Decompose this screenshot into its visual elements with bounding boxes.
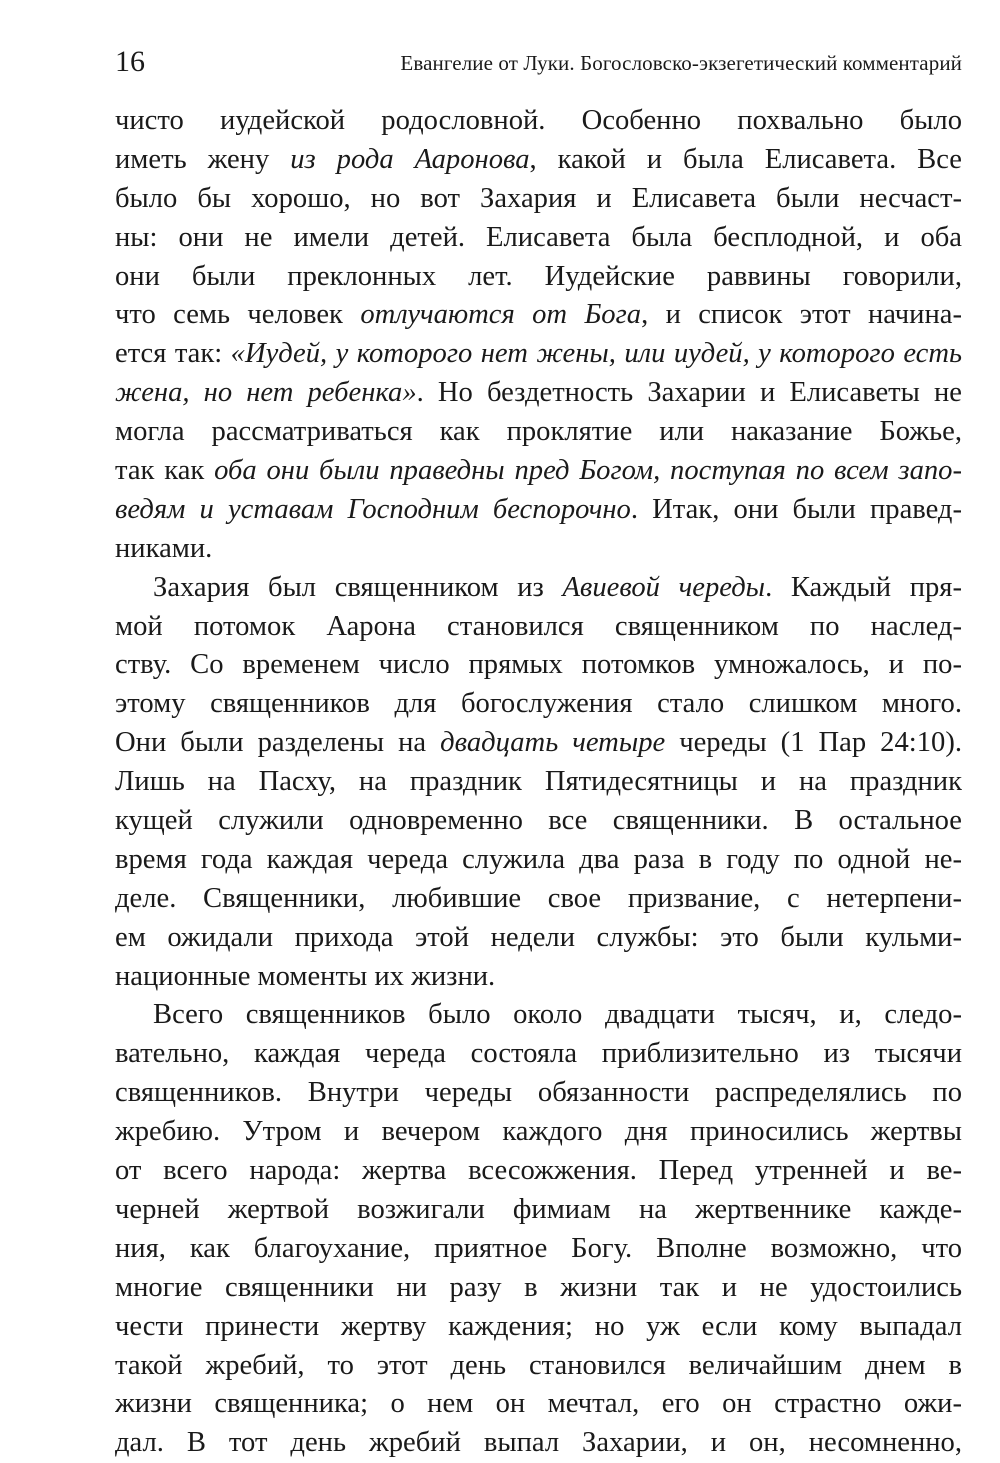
text-segment: они были преклонных лет. Иудейские раввины говорили, (115, 260, 962, 292)
text-line (115, 530, 962, 569)
text-line (115, 335, 962, 374)
text-segment: этому священников для богослужения стало слишком много. (115, 688, 962, 720)
text-segment: , какой и была Елисавета. Все (529, 143, 962, 175)
running-title: Евангелие от Луки. Богословско-экзегетический комментарий (400, 51, 962, 75)
text-segment: ны: они не имели детей. Елисавета была бесплодной, и оба (115, 221, 962, 253)
text-segment: многие священники ни разу в жизни так и не удостоились (115, 1271, 962, 1303)
text-line (115, 841, 962, 880)
text-segment: мой потомок Аарона становился священником по наслед- (115, 610, 962, 642)
text-segment: Лишь на Пасху, на праздник Пятидесятницы и на праздник (115, 766, 962, 798)
text-line (115, 1230, 962, 1269)
text-line (115, 102, 962, 141)
text-segment: череды (1 Пар 24:10). (665, 727, 962, 759)
text-segment: дал. В тот день жребий выпал Захарии, и он, несомненно, (115, 1427, 962, 1459)
text-segment: кущей служили одновременно все священники. В остальное (115, 805, 962, 837)
text-line (115, 802, 962, 841)
text-line (115, 452, 962, 491)
text-segment: национные моменты их жизни. (115, 960, 496, 992)
running-head (115, 38, 962, 82)
text-segment: вательно, каждая череда состояла приблизительно из тысячи (115, 1038, 962, 1070)
text-line (115, 569, 962, 608)
text-line (115, 413, 962, 452)
text-line (115, 646, 962, 685)
text-segment: ству. Со временем число прямых потомков умножалось, и по- (115, 649, 962, 681)
text-segment: . Каждый пря- (765, 571, 962, 603)
text-segment: что семь человек (115, 299, 361, 331)
italic-quote: отлучаются от Бога (360, 299, 642, 331)
text-line (115, 1269, 962, 1308)
text-line (115, 219, 962, 258)
body-text (115, 102, 962, 1463)
text-segment: жизни священника; о нем он мечтал, его он страстно ожи- (115, 1388, 962, 1420)
text-line (115, 491, 962, 530)
italic-quote: «Иудей, у которого нет жены, или иудей, у которого есть (230, 338, 962, 370)
text-segment: священников. Внутри череды обязанности распределялись по (115, 1077, 962, 1109)
text-segment: жребию. Утром и вечером каждого дня приносились жертвы (115, 1116, 962, 1148)
text-line (115, 1191, 962, 1230)
text-line (115, 958, 962, 997)
text-segment: время года каждая череда служила два раза в году по одной не- (115, 843, 962, 875)
italic-quote: ведям и уставам Господним беспорочно (115, 493, 631, 525)
text-segment: ния, как благоухание, приятное Богу. Вполне возможно, что (115, 1232, 962, 1264)
text-segment: Всего священников было около двадцати тысяч, и, следо- (153, 999, 962, 1031)
paragraph (115, 996, 962, 1463)
text-segment: Они были разделены на (115, 727, 441, 759)
text-segment: деле. Священники, любившие свое призвание, с нетерпени- (115, 882, 962, 914)
text-segment: Захария был священником из (153, 571, 563, 603)
text-line (115, 1074, 962, 1113)
italic-quote: жена, но нет ребенка» (115, 377, 417, 409)
text-segment: могла рассматриваться как проклятие или наказание Божье, (115, 416, 962, 448)
text-line (115, 258, 962, 297)
text-line (115, 724, 962, 763)
italic-quote: из рода Ааронова (290, 143, 530, 175)
text-line (115, 880, 962, 919)
text-line (115, 1385, 962, 1424)
text-line (115, 1347, 962, 1386)
text-line (115, 141, 962, 180)
italic-quote: оба они были праведны пред Богом, поступая по всем запо- (214, 455, 962, 487)
text-line (115, 374, 962, 413)
text-segment: чести принести жертву каждения; но уж если кому выпадал (115, 1310, 962, 1342)
text-line (115, 1308, 962, 1347)
text-segment: такой жребий, то этот день становился величайшим днем в (115, 1349, 962, 1381)
italic-quote: Авиевой череды (562, 571, 766, 603)
paragraph (115, 102, 962, 569)
text-line (115, 763, 962, 802)
text-segment: от всего народа: жертва всесожжения. Перед утренней и ве- (115, 1155, 962, 1187)
text-segment: ем ожидали прихода этой недели службы: это были кульми- (115, 921, 962, 953)
text-line (115, 180, 962, 219)
text-segment: . Но бездетность Захарии и Елисаветы не (416, 377, 962, 409)
text-segment: , и список этот начина- (641, 299, 962, 331)
text-line (115, 919, 962, 958)
text-segment: так как (115, 455, 215, 487)
italic-quote: двадцать четыре (440, 727, 666, 759)
text-line (115, 996, 962, 1035)
text-segment: . Итак, они были правед- (630, 493, 962, 525)
text-segment: черней жертвой возжигали фимиам на жертвеннике кажде- (115, 1193, 962, 1225)
text-segment: никами. (115, 532, 213, 564)
text-segment: иметь жену (115, 143, 291, 175)
text-line (115, 296, 962, 335)
paragraph (115, 569, 962, 997)
text-line (115, 1113, 962, 1152)
text-segment: чисто иудейской родословной. Особенно похвально было (115, 105, 962, 136)
text-line (115, 608, 962, 647)
text-line (115, 1424, 962, 1463)
text-line (115, 685, 962, 724)
text-segment: ется так: (115, 338, 231, 370)
text-line (115, 1035, 962, 1074)
text-line (115, 1152, 962, 1191)
page-number: 16 (115, 45, 145, 78)
text-segment: было бы хорошо, но вот Захария и Елисавета были несчаст- (115, 182, 962, 214)
